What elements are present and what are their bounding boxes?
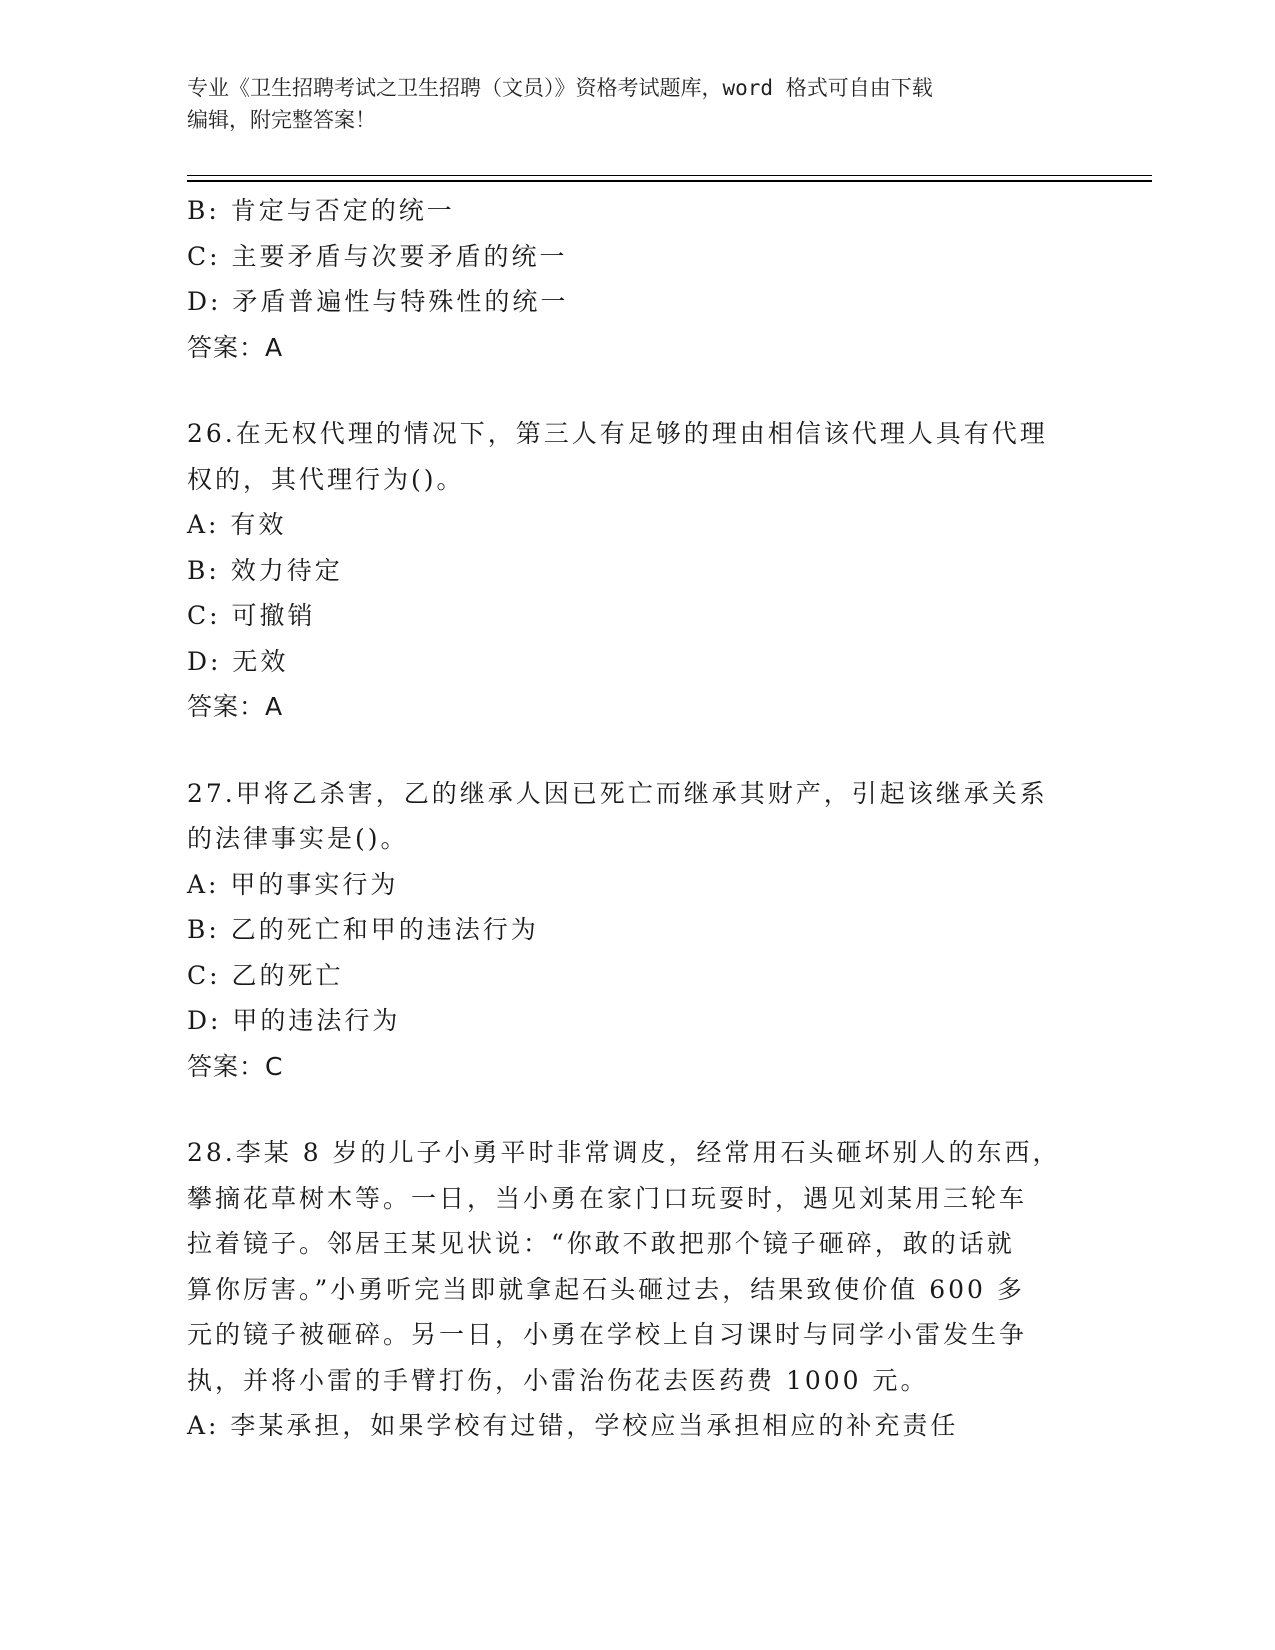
document-body — [187, 188, 1087, 1449]
header-divider-thick — [187, 180, 1152, 182]
question-26 — [187, 411, 1087, 730]
option-d: D: 无效 — [187, 646, 289, 676]
question-27 — [187, 771, 1087, 1090]
option-d: D: 甲的违法行为 — [187, 1006, 401, 1035]
question-stem-line: 27.甲将乙杀害，乙的继承人因已死亡而继承其财产，引起该继承关系 — [187, 778, 1048, 808]
question-stem-line: 的法律事实是()。 — [187, 824, 409, 853]
question-stem-line: 权的，其代理行为()。 — [187, 464, 465, 494]
question-stem-line: 元的镜子被砸碎。另一日，小勇在学校上自习课时与同学小雷发生争 — [187, 1320, 1028, 1349]
option-d: D: 矛盾普遍性与特殊性的统一 — [187, 287, 569, 316]
question-stem-line: 执，并将小雷的手臂打伤，小雷治伤花去医药费 1000 元。 — [187, 1365, 929, 1395]
question-stem-line: 算你厉害。”小勇听完当即就拿起石头砸过去，结果致使价值 600 多 — [187, 1274, 1025, 1304]
answer-line: 答案：A — [187, 332, 284, 362]
header-line-2: 编辑，附完整答案！ — [187, 108, 376, 132]
question-28 — [187, 1130, 1087, 1449]
option-b: B: 效力待定 — [187, 555, 343, 585]
option-c: C: 可撤销 — [187, 601, 316, 630]
answer-line: 答案：A — [187, 692, 284, 721]
question-25 — [187, 188, 1087, 370]
question-stem-line: 28.李某 8 岁的儿子小勇平时非常调皮，经常用石头砸坏别人的东西， — [187, 1138, 1061, 1167]
header-divider-thin — [187, 175, 1152, 176]
option-c: C: 主要矛盾与次要矛盾的统一 — [187, 241, 568, 271]
document-header — [187, 72, 1067, 136]
answer-line: 答案：C — [187, 1051, 284, 1081]
option-c: C: 乙的死亡 — [187, 960, 344, 990]
question-stem-line: 攀摘花草树木等。一日，当小勇在家门口玩耍时，遇见刘某用三轮车 — [187, 1183, 1028, 1213]
option-a: A: 有效 — [187, 510, 287, 539]
option-a: A: 甲的事实行为 — [187, 869, 399, 899]
question-stem-line: 26.在无权代理的情况下，第三人有足够的理由相信该代理人具有代理 — [187, 419, 1048, 448]
header-line-1: 专业《卫生招聘考试之卫生招聘（文员）》资格考试题库，word 格式可自由下载 — [187, 76, 933, 100]
question-stem-line: 拉着镜子。邻居王某见状说：“你敢不敢把那个镜子砸碎，敢的话就 — [187, 1229, 1015, 1258]
option-b: B: 乙的死亡和甲的违法行为 — [187, 915, 539, 944]
option-b: B: 肯定与否定的统一 — [187, 196, 455, 225]
option-a: A: 李某承担，如果学校有过错，学校应当承担相应的补充责任 — [187, 1411, 959, 1440]
